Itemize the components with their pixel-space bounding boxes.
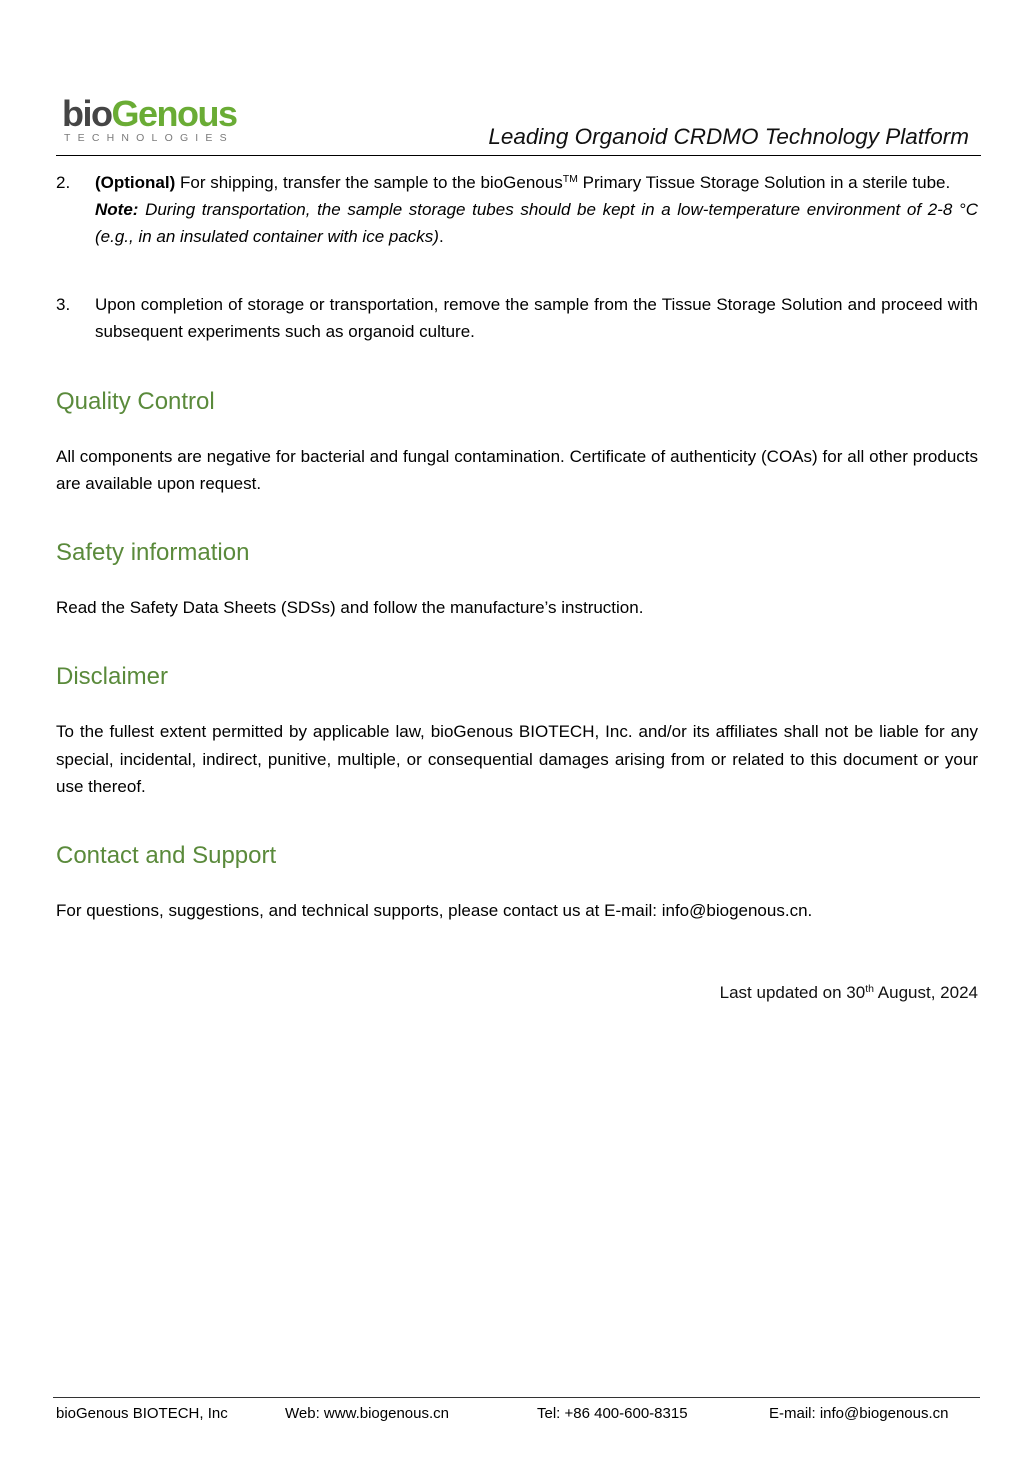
section-body-quality-control — [56, 443, 978, 497]
paragraph: All components are negative for bacterial and fungal contamination. Certificate of authenticity (COAs) for all other products are available upon request. — [56, 447, 978, 493]
logo-genous-text: Genous — [111, 93, 237, 134]
list-item-step-3 — [56, 291, 978, 345]
section-body-safety — [56, 594, 978, 621]
step-note — [95, 196, 978, 250]
section-heading-contact: Contact and Support — [56, 842, 277, 869]
list-item-step-2 — [56, 169, 978, 250]
step-text: Upon completion of storage or transportation, remove the sample from the Tissue Storage Solution and proceed with subsequent experiments such as organoid culture. — [95, 295, 978, 341]
header-tagline: Leading Organoid CRDMO Technology Platform — [488, 124, 969, 149]
footer-divider — [53, 1397, 980, 1398]
section-heading-disclaimer: Disclaimer — [56, 663, 169, 690]
footer-email: E-mail: info@biogenous.cn — [769, 1405, 949, 1422]
logo-bio-text: bio — [62, 93, 112, 134]
step-number: 2. — [56, 173, 71, 192]
footer-telephone: Tel: +86 400-600-8315 — [537, 1405, 688, 1422]
note-end: . — [438, 227, 444, 246]
note-text: During transportation, the sample storage tubes should be kept in a low-temperature environment of 2-8 °C (e.g., in an insulated container with ice packs) — [95, 200, 978, 246]
step-body — [95, 291, 978, 345]
section-body-contact — [56, 897, 978, 924]
logo-technologies-text: TECHNOLOGIES — [64, 132, 234, 144]
last-updated-suffix: August, 2024 — [874, 983, 978, 1002]
step-number: 3. — [56, 295, 71, 314]
section-heading-safety: Safety information — [56, 539, 250, 566]
section-body-disclaimer — [56, 718, 978, 801]
biogenous-logo — [62, 93, 252, 146]
trademark-superscript: TM — [562, 173, 578, 186]
step-text-part-1: For shipping, transfer the sample to the bioGenous — [175, 173, 563, 192]
section-heading-quality-control: Quality Control — [56, 388, 215, 415]
logo-wordmark — [62, 93, 252, 134]
paragraph: For questions, suggestions, and technical supports, please contact us at E-mail: info@biogenous.cn. — [56, 901, 813, 920]
paragraph: To the fullest extent permitted by applicable law, bioGenous BIOTECH, Inc. and/or its affiliates shall not be liable for any special, incidental, indirect, punitive, multiple, or consequential damages arising from or related to this document or your use thereof. — [56, 722, 978, 796]
step-optional-label: (Optional) — [95, 173, 176, 192]
step-text — [95, 169, 978, 196]
step-body — [95, 169, 978, 250]
paragraph: Read the Safety Data Sheets (SDSs) and follow the manufacture’s instruction. — [56, 598, 644, 617]
step-text-part-2: Primary Tissue Storage Solution in a sterile tube. — [577, 173, 951, 192]
header-divider — [56, 155, 981, 156]
last-updated-prefix: Last updated on 30 — [719, 983, 866, 1002]
last-updated-date — [720, 979, 978, 1006]
note-label: Note: — [95, 200, 139, 219]
footer-company: bioGenous BIOTECH, Inc — [56, 1405, 228, 1422]
ordinal-superscript: th — [865, 983, 875, 996]
footer-website: Web: www.biogenous.cn — [285, 1405, 449, 1422]
